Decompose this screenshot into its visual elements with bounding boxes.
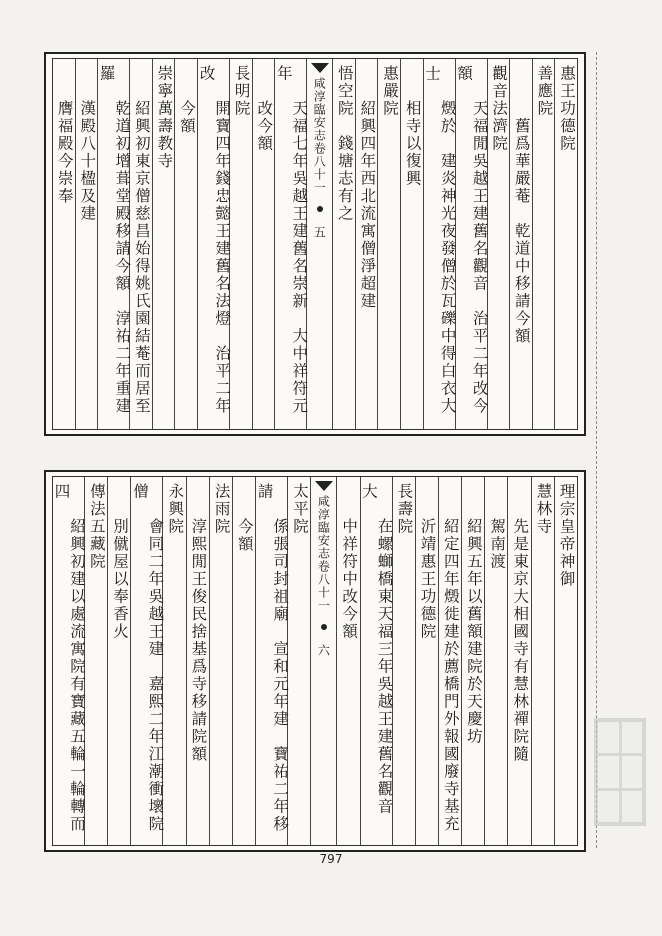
text-column: 漢殿八十楹及建: [75, 59, 98, 429]
text-column: 觀音法濟院: [487, 59, 510, 429]
text-column: 會同二年吳越王建 嘉熙二年江潮衝壞院僧: [130, 477, 162, 845]
text-column: 今額: [232, 477, 255, 845]
text-column: 相寺以復興: [400, 59, 423, 429]
library-seal-stamp: [594, 718, 646, 826]
text-column: 紹興初建以處流寓院有寶藏五輪一輪轉而四: [52, 483, 86, 833]
text-column: 傳法五藏院: [84, 477, 107, 845]
fold-leaf-number: 六: [316, 644, 331, 657]
text-column: 在螺螄橋東天福三年吳越王建舊名觀音 大: [360, 477, 392, 845]
text-column: 舊爲華嚴菴 乾道中移請今額: [509, 59, 532, 429]
text-column: 開寶四年錢忠懿王建舊名法燈 治平二年改: [197, 59, 229, 429]
top-page: [44, 52, 586, 436]
text-column: 紹興五年以舊額建院於天慶坊: [461, 477, 484, 845]
text-column: 改今額: [252, 59, 275, 429]
text-column: 淳熙閒王俊民捨基爲寺移請院額: [186, 477, 209, 845]
text-column: 天福七年吳越王建舊名崇新 大中祥符元年: [274, 59, 306, 429]
text-column: 別僦屋以奉香火: [107, 477, 130, 845]
text-column: 慧林寺: [531, 477, 554, 845]
text-column: 紹興四年西北流寓僧淨超建: [355, 59, 378, 429]
text-column: 長明院: [229, 59, 252, 429]
text-column: 中祥符中改今額: [336, 477, 359, 845]
text-column: 燬於 建炎神光夜發僧於瓦礫中得白衣大士: [423, 59, 455, 429]
text-column: 膺福殿今崇奉: [55, 65, 74, 205]
text-column: 崇寧萬壽教寺: [152, 59, 175, 429]
bottom-page: [44, 470, 586, 852]
text-column: 惠王功德院: [554, 59, 577, 429]
text-column: 善應院: [532, 59, 555, 429]
text-column: 法雨院: [209, 477, 232, 845]
text-column: 長壽院: [392, 477, 415, 845]
text-column: 天福閒吳越王建舊名觀音 治平二年改今額: [455, 59, 487, 429]
fold-center-strip: [306, 59, 332, 429]
top-page-columns: [52, 58, 578, 430]
text-column: 乾道初增葺堂殿移請今額 淳祐二年重建羅: [97, 59, 129, 429]
text-column: 理宗皇帝神御: [554, 477, 577, 845]
text-column: 沂靖惠王功德院: [415, 477, 438, 845]
text-column: 永興院: [162, 477, 185, 845]
text-column: 紹定四年燬徙建於薦橋門外報國廢寺基充: [438, 477, 461, 845]
text-column: 惠嚴院: [377, 59, 400, 429]
text-column: 悟空院 錢塘志有之: [332, 59, 355, 429]
text-column: 先是東京大相國寺有慧林禪院隨: [507, 477, 530, 845]
text-column: 今額: [174, 59, 197, 429]
text-column: 駕南渡: [484, 477, 507, 845]
fold-volume-title: 咸淳臨安志卷八十一: [316, 495, 331, 612]
bottom-page-columns: [52, 476, 578, 846]
page-number: 797: [319, 852, 343, 866]
text-column: 太平院: [287, 477, 310, 845]
fold-fish-tail-mark: [311, 63, 329, 73]
fold-leaf-number: 五: [312, 226, 327, 239]
fold-fish-tail-mark: [315, 481, 333, 491]
fold-center-strip: [310, 477, 336, 845]
text-column: 紹興初東京僧慈昌始得姚氏園結菴而居至: [129, 59, 152, 429]
text-column: 係張司封祖廟 宣和元年建 寶祐二年移請: [255, 477, 287, 845]
fold-dot-mark: [317, 206, 323, 212]
fold-dot-mark: [321, 624, 327, 630]
fold-volume-title: 咸淳臨安志卷八十一: [312, 77, 327, 194]
